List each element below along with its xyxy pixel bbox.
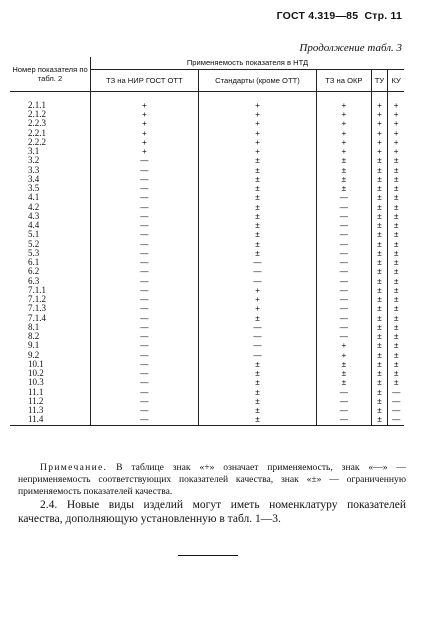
applicability-cell: ± bbox=[198, 193, 317, 202]
applicability-cell: + bbox=[371, 110, 388, 119]
applicability-cell: ± bbox=[388, 323, 404, 332]
applicability-cell: ± bbox=[371, 166, 388, 175]
row-number: 6.3 bbox=[28, 275, 40, 286]
applicability-cell: + bbox=[388, 147, 404, 156]
applicability-cell: — bbox=[388, 397, 404, 406]
row-number: 6.2 bbox=[28, 266, 40, 277]
applicability-cell: ± bbox=[388, 156, 404, 165]
applicability-cell: ± bbox=[388, 175, 404, 184]
applicability-cell: — bbox=[317, 304, 371, 313]
table-row bbox=[10, 360, 404, 369]
applicability-cell: + bbox=[371, 129, 388, 138]
applicability-cell: — bbox=[388, 406, 404, 415]
applicability-cell: ± bbox=[371, 415, 388, 425]
applicability-cell: ± bbox=[371, 295, 388, 304]
row-number: 5.3 bbox=[28, 247, 40, 258]
row-number: 3.1 bbox=[28, 146, 40, 156]
applicability-cell: — bbox=[198, 323, 317, 332]
applicability-cell: ± bbox=[198, 397, 317, 406]
table-row bbox=[10, 166, 404, 175]
standard-number: ГОСТ 4.319—85 bbox=[276, 10, 359, 22]
row-number: 3.2 bbox=[28, 155, 40, 166]
applicability-cell: — bbox=[91, 193, 199, 202]
spacer-cell bbox=[371, 91, 388, 101]
applicability-cell: ± bbox=[371, 193, 388, 202]
applicability-cell: + bbox=[198, 286, 317, 295]
running-head bbox=[277, 10, 402, 22]
applicability-cell: ± bbox=[371, 277, 388, 286]
applicability-cell: + bbox=[317, 101, 371, 110]
applicability-cell: + bbox=[371, 119, 388, 128]
applicability-cell: — bbox=[317, 332, 371, 341]
applicability-cell: + bbox=[198, 129, 317, 138]
applicability-cell: — bbox=[317, 314, 371, 323]
table-row bbox=[10, 193, 404, 202]
applicability-cell: — bbox=[91, 221, 199, 230]
applicability-table bbox=[10, 57, 404, 426]
applicability-cell: — bbox=[317, 286, 371, 295]
applicability-cell: ± bbox=[371, 221, 388, 230]
applicability-cell: + bbox=[388, 110, 404, 119]
applicability-cell: ± bbox=[388, 332, 404, 341]
applicability-cell: ± bbox=[388, 230, 404, 239]
table-row bbox=[10, 147, 404, 156]
note-text: В таблице знак «+» означает применяемость, знак «—» — неприменяемость соответствующих показателей качества, знак «±» — ограниченную применяемость показателей качества. bbox=[18, 462, 406, 497]
applicability-cell: — bbox=[198, 267, 317, 276]
row-number: 2.2.3 bbox=[28, 118, 46, 129]
table-row bbox=[10, 119, 404, 128]
table-row bbox=[10, 341, 404, 350]
row-number: 2.2.1 bbox=[28, 127, 46, 138]
applicability-cell: ± bbox=[371, 156, 388, 165]
end-rule bbox=[178, 555, 238, 556]
row-number: 10.3 bbox=[28, 377, 44, 388]
table-row bbox=[10, 351, 404, 360]
row-number: 7.1.2 bbox=[28, 294, 46, 304]
applicability-cell: ± bbox=[388, 193, 404, 202]
applicability-cell: — bbox=[317, 249, 371, 258]
applicability-cell: — bbox=[91, 360, 199, 369]
applicability-cell: — bbox=[198, 277, 317, 286]
applicability-cell: — bbox=[91, 249, 199, 258]
applicability-cell: ± bbox=[371, 212, 388, 221]
applicability-cell: — bbox=[317, 258, 371, 267]
row-number: 8.1 bbox=[28, 321, 40, 332]
col-header-1: ТЗ на НИР ГОСТ ОТТ bbox=[91, 69, 199, 91]
col-header-5: КУ bbox=[388, 69, 404, 91]
applicability-cell: — bbox=[388, 388, 404, 397]
table-row bbox=[10, 258, 404, 267]
applicability-cell: — bbox=[317, 323, 371, 332]
table-row bbox=[10, 203, 404, 212]
applicability-cell: — bbox=[91, 267, 199, 276]
applicability-cell: ± bbox=[371, 341, 388, 350]
row-number: 7.1.1 bbox=[28, 284, 46, 295]
table-row bbox=[10, 129, 404, 138]
table-row bbox=[10, 314, 404, 323]
applicability-cell: + bbox=[317, 341, 371, 350]
row-number: 7.1.3 bbox=[28, 303, 46, 314]
row-number: 9.1 bbox=[28, 340, 40, 351]
applicability-cell: ± bbox=[388, 360, 404, 369]
applicability-cell: — bbox=[198, 341, 317, 350]
table-row bbox=[10, 240, 404, 249]
applicability-cell: ± bbox=[198, 388, 317, 397]
row-number: 2.1.2 bbox=[28, 109, 46, 119]
applicability-cell: + bbox=[317, 147, 371, 156]
applicability-cell: + bbox=[91, 110, 199, 119]
applicability-cell: — bbox=[91, 415, 199, 425]
applicability-cell: + bbox=[388, 119, 404, 128]
applicability-cell: + bbox=[198, 147, 317, 156]
table-row bbox=[10, 101, 404, 110]
table-row bbox=[10, 212, 404, 221]
applicability-cell: — bbox=[91, 323, 199, 332]
applicability-cell: ± bbox=[388, 369, 404, 378]
spacer-cell bbox=[10, 91, 91, 101]
table-row bbox=[10, 175, 404, 184]
applicability-cell: + bbox=[198, 119, 317, 128]
applicability-cell: — bbox=[317, 193, 371, 202]
applicability-cell: ± bbox=[317, 156, 371, 165]
applicability-cell: ± bbox=[198, 212, 317, 221]
applicability-cell: + bbox=[198, 304, 317, 313]
applicability-cell: + bbox=[388, 138, 404, 147]
table-row bbox=[10, 221, 404, 230]
applicability-cell: + bbox=[317, 351, 371, 360]
row-number: 3.3 bbox=[28, 164, 40, 175]
spacer-cell bbox=[198, 91, 317, 101]
applicability-cell: ± bbox=[388, 203, 404, 212]
applicability-cell: ± bbox=[317, 378, 371, 387]
table-row bbox=[10, 156, 404, 165]
applicability-cell: ± bbox=[371, 378, 388, 387]
applicability-cell: ± bbox=[388, 314, 404, 323]
applicability-cell: ± bbox=[388, 166, 404, 175]
applicability-cell: — bbox=[91, 314, 199, 323]
applicability-cell: ± bbox=[198, 314, 317, 323]
applicability-cell: ± bbox=[371, 258, 388, 267]
note-label: Примечание. bbox=[40, 462, 108, 473]
page-number: Стр. 11 bbox=[364, 10, 402, 22]
applicability-cell: — bbox=[91, 397, 199, 406]
applicability-cell: ± bbox=[371, 249, 388, 258]
table-row bbox=[10, 230, 404, 239]
col-header-number: Номер показателя по табл. 2 bbox=[10, 57, 91, 91]
applicability-cell: — bbox=[91, 388, 199, 397]
applicability-cell: ± bbox=[388, 267, 404, 276]
applicability-cell: ± bbox=[371, 406, 388, 415]
table-row bbox=[10, 388, 404, 397]
applicability-cell: + bbox=[91, 129, 199, 138]
row-number: 8.2 bbox=[28, 331, 40, 341]
row-number: 11.4 bbox=[10, 415, 91, 425]
applicability-cell: ± bbox=[371, 267, 388, 276]
applicability-cell: ± bbox=[198, 166, 317, 175]
row-number: 3.4 bbox=[28, 173, 40, 184]
row-number: 2.1.1 bbox=[28, 99, 46, 110]
row-number: 2.2.2 bbox=[28, 136, 46, 147]
applicability-cell: ± bbox=[371, 351, 388, 360]
applicability-cell: ± bbox=[371, 203, 388, 212]
group-header: Применяемость показателя в НТД bbox=[91, 57, 405, 69]
applicability-cell: + bbox=[371, 101, 388, 110]
applicability-cell: + bbox=[371, 147, 388, 156]
applicability-cell: ± bbox=[371, 230, 388, 239]
table-row bbox=[10, 138, 404, 147]
col-header-3: ТЗ на ОКР bbox=[317, 69, 371, 91]
table-continuation-label: Продолжение табл. 3 bbox=[299, 42, 402, 54]
applicability-cell: ± bbox=[388, 295, 404, 304]
applicability-cell: ± bbox=[388, 304, 404, 313]
applicability-cell: — bbox=[91, 212, 199, 221]
applicability-cell: — bbox=[91, 304, 199, 313]
col-header-4: ТУ bbox=[371, 69, 388, 91]
table-row bbox=[10, 397, 404, 406]
applicability-cell: — bbox=[317, 277, 371, 286]
row-number: 6.1 bbox=[28, 257, 40, 267]
applicability-cell: + bbox=[91, 147, 199, 156]
row-number: 3.5 bbox=[28, 183, 40, 193]
applicability-cell: ± bbox=[371, 360, 388, 369]
applicability-cell: — bbox=[91, 286, 199, 295]
applicability-cell: ± bbox=[388, 240, 404, 249]
applicability-cell: ± bbox=[198, 406, 317, 415]
applicability-cell: + bbox=[198, 295, 317, 304]
row-number: 4.2 bbox=[28, 201, 40, 212]
applicability-cell: ± bbox=[198, 369, 317, 378]
applicability-cell: + bbox=[371, 138, 388, 147]
applicability-cell: — bbox=[317, 267, 371, 276]
table-row bbox=[10, 304, 404, 313]
applicability-cell: ± bbox=[388, 286, 404, 295]
applicability-cell: — bbox=[198, 258, 317, 267]
applicability-cell: ± bbox=[388, 378, 404, 387]
applicability-cell: + bbox=[91, 101, 199, 110]
row-number: 5.1 bbox=[28, 229, 40, 240]
applicability-cell: ± bbox=[388, 221, 404, 230]
applicability-cell: + bbox=[198, 110, 317, 119]
spacer-cell bbox=[388, 91, 404, 101]
applicability-cell: — bbox=[317, 415, 371, 425]
applicability-cell: ± bbox=[371, 304, 388, 313]
row-number: 4.4 bbox=[28, 220, 40, 230]
table-row bbox=[10, 323, 404, 332]
applicability-cell: ± bbox=[198, 203, 317, 212]
applicability-cell: — bbox=[317, 212, 371, 221]
row-number: 9.2 bbox=[28, 349, 40, 360]
col-header-2: Стандарты (кроме ОТТ) bbox=[198, 69, 317, 91]
applicability-cell: ± bbox=[371, 240, 388, 249]
applicability-cell: — bbox=[91, 230, 199, 239]
row-number: 10.2 bbox=[28, 368, 44, 378]
table-row bbox=[10, 184, 404, 193]
table-row bbox=[10, 415, 404, 425]
applicability-cell: ± bbox=[371, 184, 388, 193]
applicability-cell: — bbox=[198, 351, 317, 360]
spacer-row bbox=[10, 91, 404, 101]
applicability-cell: + bbox=[317, 110, 371, 119]
applicability-cell: ± bbox=[317, 166, 371, 175]
spacer-cell bbox=[317, 91, 371, 101]
table-row bbox=[10, 277, 404, 286]
applicability-cell: — bbox=[91, 369, 199, 378]
applicability-cell: — bbox=[91, 406, 199, 415]
row-number: 4.3 bbox=[28, 210, 40, 221]
applicability-cell: — bbox=[91, 295, 199, 304]
applicability-cell: ± bbox=[198, 184, 317, 193]
table-row bbox=[10, 286, 404, 295]
applicability-cell: — bbox=[91, 258, 199, 267]
applicability-cell: ± bbox=[198, 360, 317, 369]
applicability-cell: ± bbox=[198, 230, 317, 239]
applicability-cell: ± bbox=[198, 156, 317, 165]
applicability-cell: — bbox=[91, 341, 199, 350]
applicability-cell: ± bbox=[198, 249, 317, 258]
applicability-cell: — bbox=[91, 378, 199, 387]
applicability-cell: ± bbox=[371, 388, 388, 397]
applicability-cell: — bbox=[91, 332, 199, 341]
applicability-cell: — bbox=[388, 415, 404, 425]
row-number: 4.1 bbox=[28, 192, 40, 203]
row-number: 11.2 bbox=[28, 395, 44, 406]
table-row bbox=[10, 369, 404, 378]
applicability-cell: ± bbox=[198, 221, 317, 230]
applicability-cell: — bbox=[91, 175, 199, 184]
applicability-cell: — bbox=[91, 184, 199, 193]
applicability-cell: ± bbox=[388, 351, 404, 360]
row-number: 11.1 bbox=[28, 386, 44, 397]
applicability-cell: ± bbox=[371, 175, 388, 184]
applicability-cell: ± bbox=[198, 415, 317, 425]
applicability-cell: ± bbox=[198, 175, 317, 184]
applicability-cell: + bbox=[198, 138, 317, 147]
applicability-cell: ± bbox=[371, 332, 388, 341]
applicability-cell: ± bbox=[317, 184, 371, 193]
applicability-cell: + bbox=[198, 101, 317, 110]
applicability-cell: — bbox=[198, 332, 317, 341]
applicability-cell: — bbox=[91, 240, 199, 249]
applicability-cell: ± bbox=[388, 277, 404, 286]
applicability-cell: + bbox=[91, 119, 199, 128]
applicability-cell: — bbox=[91, 203, 199, 212]
table-row bbox=[10, 249, 404, 258]
applicability-cell: — bbox=[317, 240, 371, 249]
applicability-cell: ± bbox=[198, 240, 317, 249]
applicability-cell: + bbox=[388, 101, 404, 110]
applicability-cell: — bbox=[317, 230, 371, 239]
row-number: 10.1 bbox=[28, 358, 44, 369]
row-number: 5.2 bbox=[28, 238, 40, 249]
applicability-cell: ± bbox=[388, 258, 404, 267]
applicability-cell: — bbox=[317, 221, 371, 230]
applicability-cell: ± bbox=[371, 397, 388, 406]
applicability-cell: — bbox=[317, 397, 371, 406]
applicability-cell: ± bbox=[371, 314, 388, 323]
applicability-cell: + bbox=[388, 129, 404, 138]
applicability-cell: — bbox=[91, 277, 199, 286]
table-row bbox=[10, 406, 404, 415]
applicability-cell: ± bbox=[317, 360, 371, 369]
applicability-cell: — bbox=[91, 351, 199, 360]
applicability-cell: ± bbox=[388, 212, 404, 221]
applicability-cell: — bbox=[91, 166, 199, 175]
row-number: 11.3 bbox=[28, 405, 44, 415]
applicability-cell: ± bbox=[388, 184, 404, 193]
row-number: 7.1.4 bbox=[28, 312, 46, 323]
applicability-cell: — bbox=[317, 406, 371, 415]
applicability-cell: — bbox=[317, 388, 371, 397]
applicability-cell: + bbox=[91, 138, 199, 147]
applicability-cell: — bbox=[317, 295, 371, 304]
applicability-cell: ± bbox=[371, 369, 388, 378]
table-row bbox=[10, 110, 404, 119]
table-row bbox=[10, 295, 404, 304]
applicability-cell: ± bbox=[388, 341, 404, 350]
applicability-cell: ± bbox=[317, 175, 371, 184]
applicability-cell: — bbox=[91, 156, 199, 165]
spacer-cell bbox=[91, 91, 199, 101]
table-row bbox=[10, 378, 404, 387]
applicability-cell: ± bbox=[371, 323, 388, 332]
table-row bbox=[10, 332, 404, 341]
table-row bbox=[10, 267, 404, 276]
applicability-cell: ± bbox=[317, 369, 371, 378]
applicability-cell: ± bbox=[371, 286, 388, 295]
applicability-cell: + bbox=[317, 129, 371, 138]
applicability-cell: ± bbox=[198, 378, 317, 387]
applicability-cell: ± bbox=[388, 249, 404, 258]
applicability-cell: + bbox=[317, 138, 371, 147]
paragraph-2-4: 2.4. Новые виды изделий могут иметь номенклатуру показателей качества, дополняющую установленную в табл. 1—3. bbox=[18, 499, 406, 525]
applicability-cell: — bbox=[317, 203, 371, 212]
applicability-cell: + bbox=[317, 119, 371, 128]
table-note bbox=[18, 462, 406, 498]
